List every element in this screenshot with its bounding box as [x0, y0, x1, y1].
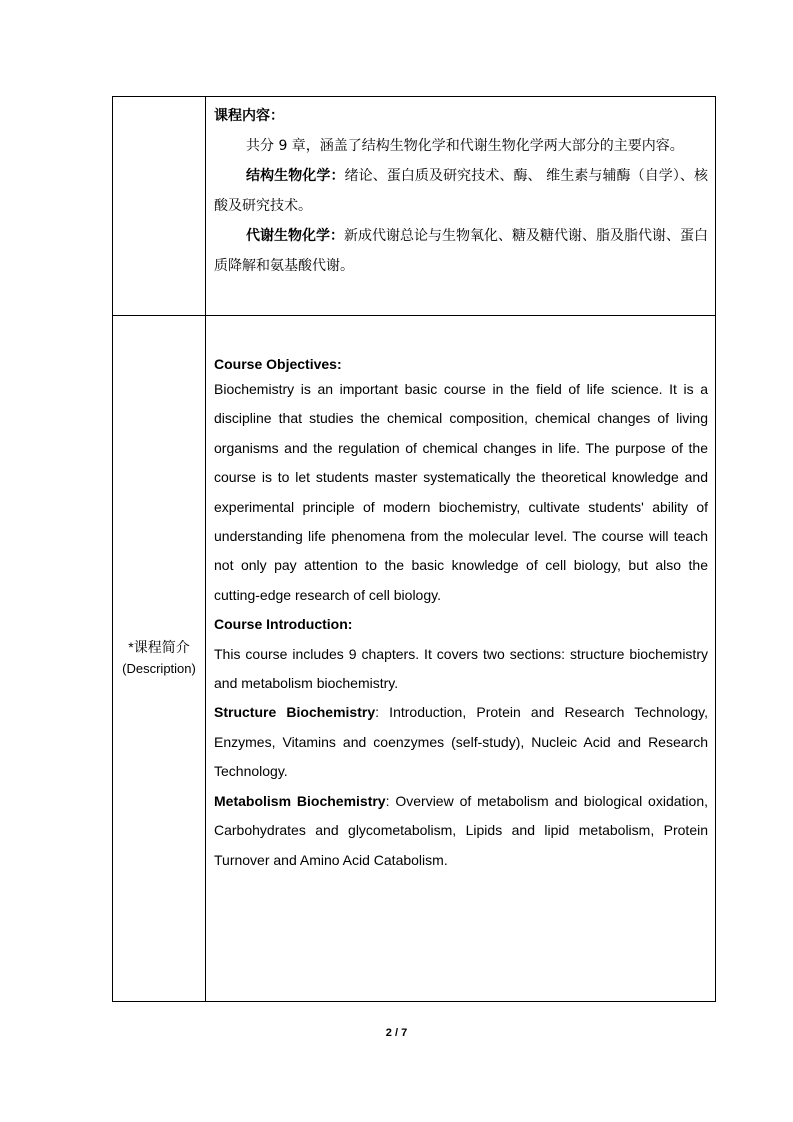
structural-biochem-paragraph	[214, 161, 708, 221]
description-label-cn: *课程简介	[128, 639, 190, 655]
description-cell	[206, 316, 716, 1002]
metabolism-label: Metabolism Biochemistry	[214, 792, 386, 809]
course-content-row	[113, 97, 716, 316]
structure-label: Structure Biochemistry	[214, 704, 376, 721]
page-number: 2 / 7	[385, 1027, 408, 1039]
structure-text: : Introduction, Protein and Research Technology, Enzymes, Vitamins and coenzymes (self-study), Nucleic Acid and Research Technology.	[214, 704, 708, 780]
structure-paragraph	[214, 698, 708, 786]
metabolic-biochem-label: 代谢生物化学：	[246, 228, 344, 244]
metabolic-biochem-paragraph	[214, 221, 708, 281]
metabolism-paragraph	[214, 787, 708, 875]
objectives-heading: Course Objectives:	[214, 356, 342, 372]
description-label-en: (Description)	[122, 661, 196, 676]
structural-biochem-label: 结构生物化学：	[246, 168, 345, 184]
course-info-table	[112, 96, 716, 1002]
metabolic-biochem-text: 新成代谢总论与生物氧化、糖及糖代谢、脂及脂代谢、蛋白质降解和氨基酸代谢。	[214, 228, 708, 274]
structural-biochem-text: 绪论、蛋白质及研究技术、酶、 维生素与辅酶（自学）、核酸及研究技术。	[214, 168, 709, 214]
metabolism-text: : Overview of metabolism and biological oxidation, Carbohydrates and glycometabolism, Lipids and lipid metabolism, Protein Turnover and Amino Acid Catabolism.	[214, 792, 708, 868]
course-content-cell	[206, 97, 716, 316]
course-content-heading: 课程内容：	[214, 108, 284, 124]
introduction-heading: Course Introduction:	[214, 616, 353, 633]
description-row	[113, 316, 716, 1002]
course-content-label-cell	[113, 97, 206, 316]
introduction-text: This course includes 9 chapters. It covers two sections: structure biochemistry and metabolism biochemistry.	[214, 645, 708, 692]
objectives-text: Biochemistry is an important basic course in the field of life science. It is a discipline that studies the chemical composition, chemical changes of living organisms and the regulation of chemical changes in life. The purpose of the course is to let students master systematically the theoretical knowledge and experimental principle of modern biochemistry, cultivate students' ability of understanding life phenomena from the molecular level. The course will teach not only pay attention to the basic knowledge of cell biology, but also the cutting-edge research of cell biology.	[214, 381, 708, 603]
course-content-chapters: 共分 9 章，涵盖了结构生物化学和代谢生物化学两大部分的主要内容。	[246, 138, 684, 154]
description-label-cell	[113, 316, 206, 1002]
